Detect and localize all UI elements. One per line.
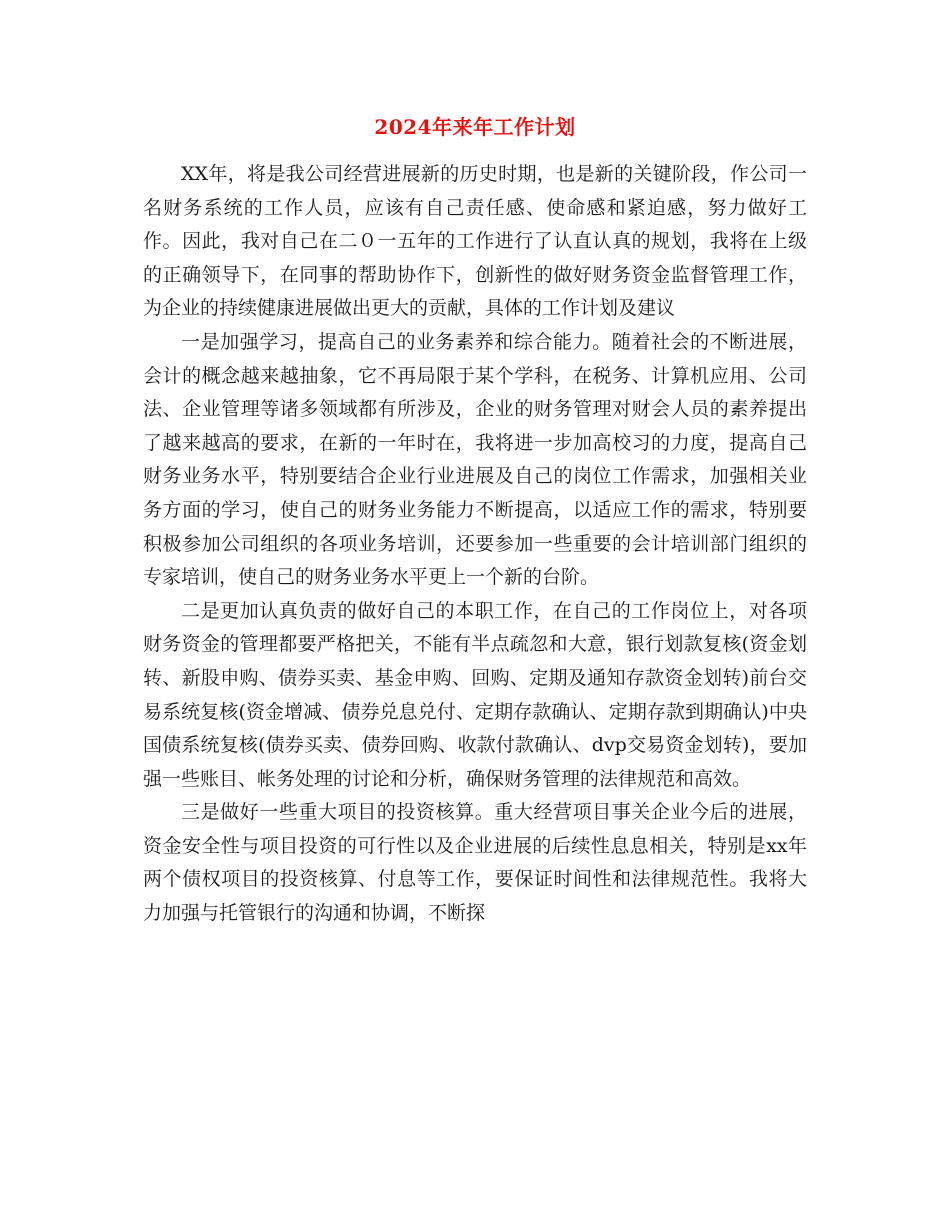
paragraph-3: 二是更加认真负责的做好自己的本职工作，在自己的工作岗位上，对各项财务资金的管理都要严格把关，不能有半点疏忽和大意，银行划款复核(资金划转、新股申购、债券买卖、基金申购、回购、定期及通知存款资金划转)前台交易系统复核(资金增减、债券兑息兑付、定期存款确认、定期存款到期确认)中央国债系统复核(债券买卖、债券回购、收款付款确认、dvp交易资金划转)，要加强一些账目、帐务处理的讨论和分析，确保财务管理的法律规范和高效。	[143, 599, 807, 790]
paragraph-2: 一是加强学习，提高自己的业务素养和综合能力。随着社会的不断进展，会计的概念越来越抽象，它不再局限于某个学科，在税务、计算机应用、公司法、企业管理等诸多领域都有所涉及，企业的财务管理对财会人员的素养提出了越来越高的要求，在新的一年时在，我将进一步加高校习的力度，提高自己财务业务水平，特别要结合企业行业进展及自己的岗位工作需求，加强相关业务方面的学习，使自己的财务业务能力不断提高，以适应工作的需求，特别要积极参加公司组织的各项业务培训，还要参加一些重要的会计培训部门组织的专家培训，使自己的财务业务水平更上一个新的台阶。	[143, 330, 807, 589]
paragraph-4: 三是做好一些重大项目的投资核算。重大经营项目事关企业今后的进展，资金安全性与项目投资的可行性以及企业进展的后续性息息相关，特别是xx年两个债权项目的投资核算、付息等工作，要保证时间性和法律规范性。我将大力加强与托管银行的沟通和协调，不断探	[143, 801, 807, 925]
paragraph-1: XX年，将是我公司经营进展新的历史时期，也是新的关键阶段，作公司一名财务系统的工作人员，应该有自己责任感、使命感和紧迫感，努力做好工作。因此，我对自己在二０一五年的工作进行了认直认真的规划，我将在上级的正确领导下，在同事的帮助协作下，创新性的做好财务资金监督管理工作，为企业的持续健康进展做出更大的贡献，具体的工作计划及建议	[143, 163, 807, 320]
document-title: 2024年来年工作计划	[374, 115, 576, 139]
document-body	[143, 158, 807, 931]
